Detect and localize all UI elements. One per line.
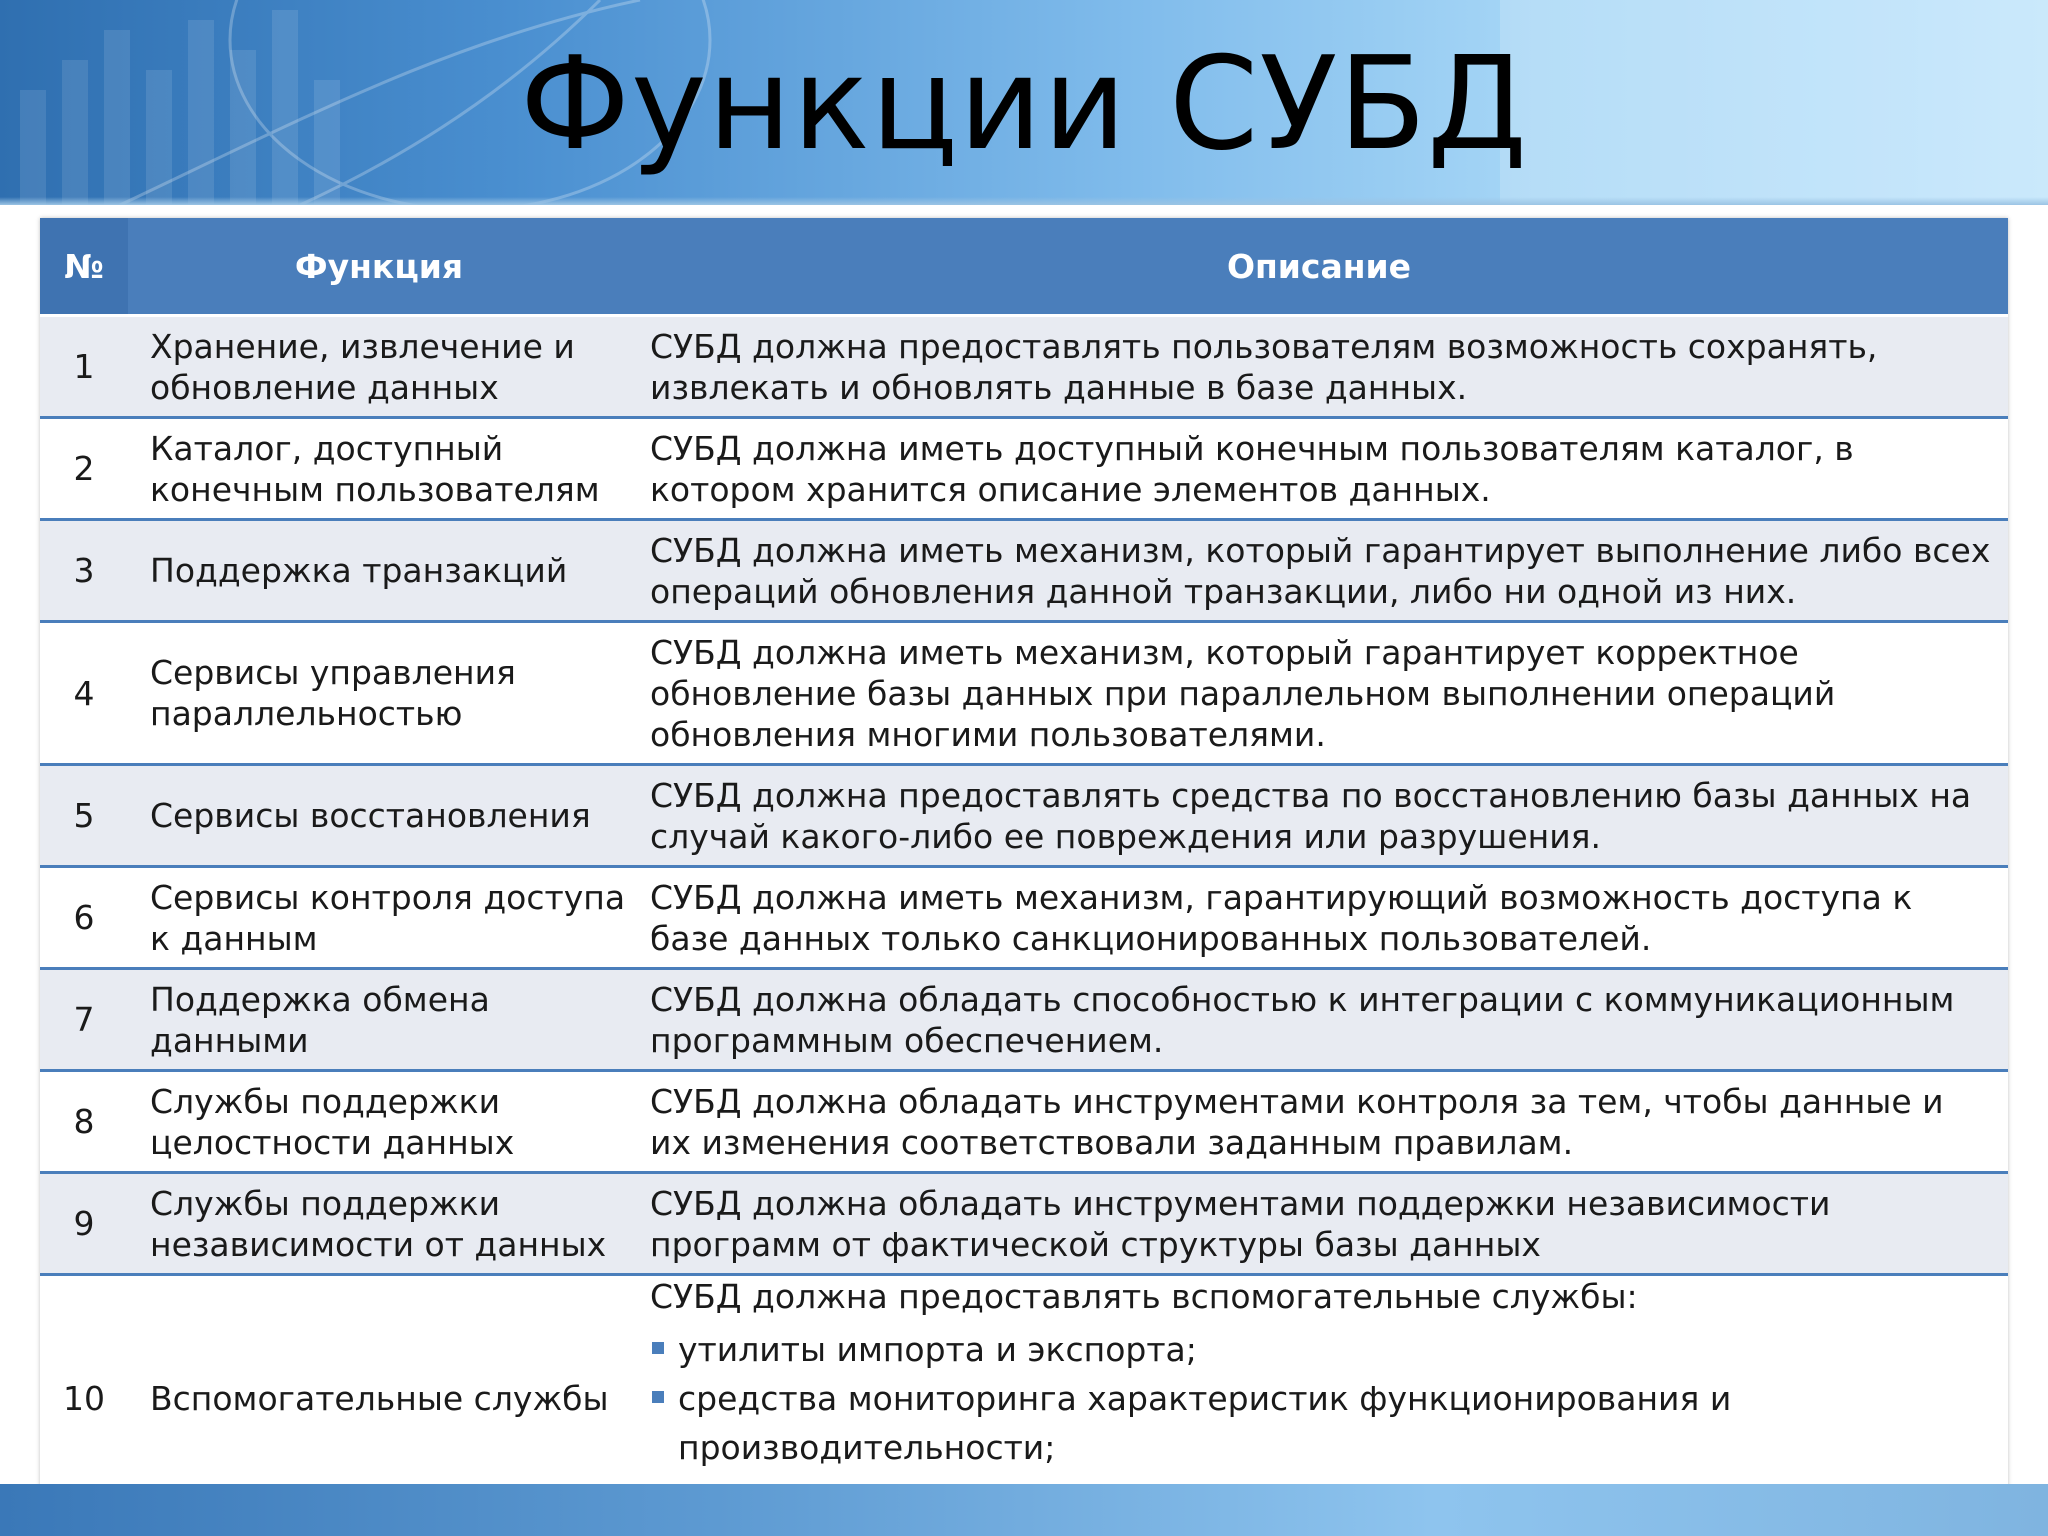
header-band — [0, 0, 2048, 205]
table-row — [40, 867, 2008, 969]
slide-title: Функции СУБД — [519, 30, 1529, 179]
row-num: 5 — [40, 765, 128, 867]
row-function: Каталог, доступный конечным пользователям — [128, 418, 630, 520]
row-description: СУБД должна обладать инструментами контроля за тем, чтобы данные и их изменения соответствовали заданным правилам. — [630, 1071, 2008, 1173]
table-row — [40, 1173, 2008, 1275]
bullet-text: утилиты импорта и экспорта; — [678, 1330, 1197, 1369]
table-header-row — [40, 218, 2008, 316]
row-num: 6 — [40, 867, 128, 969]
bullet-item — [650, 1374, 1992, 1472]
functions-table-container — [40, 218, 2008, 1521]
table-row — [40, 1071, 2008, 1173]
header-description: Описание — [630, 218, 2008, 316]
row-num: 3 — [40, 520, 128, 622]
table-row — [40, 520, 2008, 622]
row-description: СУБД должна предоставлять средства по восстановлению базы данных на случай какого-либо ее повреждения или разрушения. — [630, 765, 2008, 867]
square-bullet-icon — [652, 1391, 664, 1403]
row-description: СУБД должна обладать инструментами поддержки независимости программ от фактической структуры базы данных — [630, 1173, 2008, 1275]
row-description: СУБД должна иметь доступный конечным пользователям каталог, в котором хранится описание элементов данных. — [630, 418, 2008, 520]
bullet-text: средства мониторинга характеристик функционирования и производительности; — [678, 1379, 1732, 1467]
row-description: СУБД должна иметь механизм, который гарантирует выполнение либо всех операций обновления данной транзакции, либо ни одной из них. — [630, 520, 2008, 622]
row-function: Хранение, извлечение и обновление данных — [128, 316, 630, 418]
row-function: Поддержка транзакций — [128, 520, 630, 622]
row-num: 9 — [40, 1173, 128, 1275]
square-bullet-icon — [652, 1342, 664, 1354]
row-description: СУБД должна иметь механизм, который гарантирует корректное обновление базы данных при параллельном выполнении операций обновления многими пользователями. — [630, 622, 2008, 765]
row-function: Службы поддержки независимости от данных — [128, 1173, 630, 1275]
table-row — [40, 622, 2008, 765]
row-num: 10 — [40, 1275, 128, 1522]
bullet-item — [650, 1325, 1992, 1374]
header-function: Функция — [128, 218, 630, 316]
row-num: 2 — [40, 418, 128, 520]
table-row — [40, 765, 2008, 867]
row-num: 8 — [40, 1071, 128, 1173]
row-description: СУБД должна предоставлять пользователям возможность сохранять, извлекать и обновлять данные в базе данных. — [630, 316, 2008, 418]
header-num: № — [40, 218, 128, 316]
row-description: СУБД должна обладать способностью к интеграции с коммуникационным программным обеспечением. — [630, 969, 2008, 1071]
row-function: Сервисы контроля доступа к данным — [128, 867, 630, 969]
row-function: Сервисы управления параллельностью — [128, 622, 630, 765]
table-row — [40, 316, 2008, 418]
table-row — [40, 969, 2008, 1071]
row-num: 4 — [40, 622, 128, 765]
table-row — [40, 418, 2008, 520]
row-num: 7 — [40, 969, 128, 1071]
row-function: Службы поддержки целостности данных — [128, 1071, 630, 1173]
row-description-text: СУБД должна предоставлять вспомогательные службы: — [650, 1277, 1638, 1316]
footer-band — [0, 1484, 2048, 1536]
row-function: Сервисы восстановления — [128, 765, 630, 867]
row-function: Вспомогательные службы — [128, 1275, 630, 1522]
functions-table — [40, 218, 2008, 1521]
row-function: Поддержка обмена данными — [128, 969, 630, 1071]
row-num: 1 — [40, 316, 128, 418]
row-description: СУБД должна иметь механизм, гарантирующий возможность доступа к базе данных только санкционированных пользователей. — [630, 867, 2008, 969]
